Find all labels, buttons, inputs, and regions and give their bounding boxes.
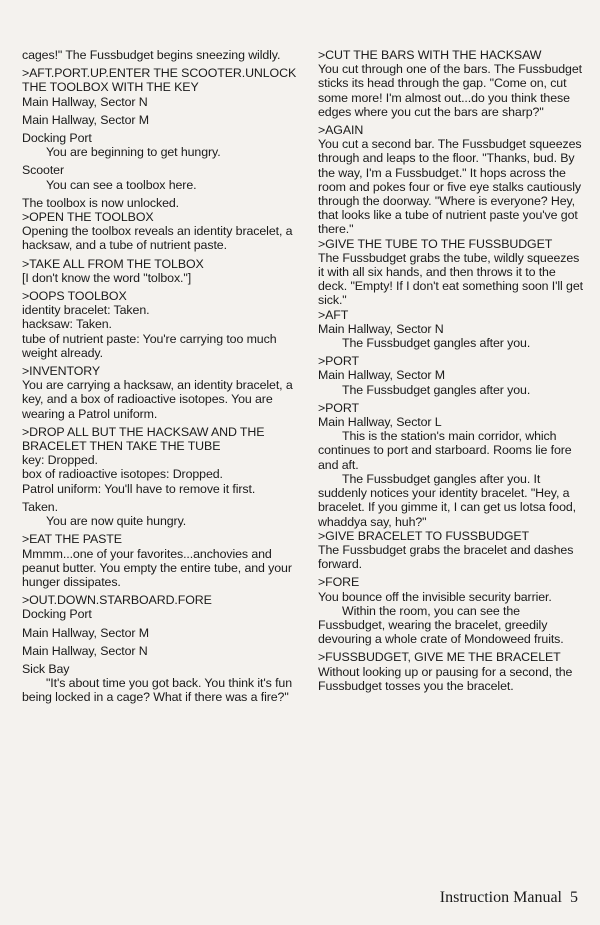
response-paragraph: You are now quite hungry.: [46, 514, 187, 529]
response-paragraph: Main Hallway, Sector L: [318, 415, 442, 430]
response-paragraph: Main Hallway, Sector N: [22, 94, 148, 109]
response-paragraph: You are carrying a hacksaw, an identity bracelet, a key, and a box of radioactive isotopes. You are wearing a Patrol uniform.: [22, 378, 293, 421]
page-footer: [440, 889, 578, 907]
response-paragraph: Opening the toolbox reveals an identity bracelet, a hacksaw, and a tube of nutrient paste.: [22, 224, 293, 253]
response-paragraph: Docking Port: [22, 607, 92, 622]
command-line: >CUT THE BARS WITH THE HACKSAW: [318, 48, 542, 62]
response-paragraph: "It's about time you got back. You think it's fun being locked in a cage? What if there was a fire?": [22, 676, 292, 705]
command-line: >PORT: [318, 400, 359, 415]
response-paragraph: Main Hallway, Sector N: [22, 643, 148, 658]
response-paragraph: Taken.: [22, 499, 58, 514]
response-paragraph: Main Hallway, Sector M: [22, 112, 150, 127]
response-paragraph: You cut through one of the bars. The Fussbudget sticks its head through the gap. "Come on, cut some more! I'm almost out...do you think these edges where you cut the bars are sharp?": [318, 62, 582, 119]
response-paragraph: Main Hallway, Sector M: [318, 368, 446, 383]
response-paragraph: Main Hallway, Sector N: [318, 321, 444, 336]
command-line: >OOPS TOOLBOX: [22, 289, 127, 304]
command-line: >AFT.PORT.UP.ENTER THE SCOOTER.UNLOCK THE TOOLBOX WITH THE KEY: [22, 66, 297, 95]
command-line: >GIVE BRACELET TO FUSSBUDGET: [318, 528, 529, 543]
command-line: >AFT: [318, 307, 349, 322]
response-paragraph: Main Hallway, Sector M: [22, 625, 150, 640]
response-paragraph: The toolbox is now unlocked.: [22, 195, 179, 210]
response-paragraph: You cut a second bar. The Fussbudget squeezes through and leaps to the floor. "Thanks, bud. By the way, I'm a Fussbudget." It hops across the room and pokes four or five eye stalks cautiously through the doorway. "Where is everyone? Hey, that looks like a tube of nutrient paste you've got there.": [318, 137, 582, 237]
command-line: >AGAIN: [318, 123, 364, 138]
response-paragraph: Without looking up or pausing for a second, the Fussbudget tosses you the bracelet.: [318, 664, 573, 693]
response-paragraph: Docking Port: [22, 131, 92, 146]
command-line: >GIVE THE TUBE TO THE FUSSBUDGET: [318, 236, 553, 251]
response-paragraph: You can see a toolbox here.: [46, 177, 197, 192]
response-paragraph: hacksaw: Taken.: [22, 317, 112, 332]
command-line: >FUSSBUDGET, GIVE ME THE BRACELET: [318, 650, 561, 665]
page-number: 5: [570, 889, 578, 906]
command-line: >OUT.DOWN.STARBOARD.FORE: [22, 593, 212, 608]
response-paragraph: You bounce off the invisible security barrier.: [318, 589, 552, 604]
command-line: >DROP ALL BUT THE HACKSAW AND THE BRACELET THEN TAKE THE TUBE: [22, 424, 265, 454]
command-line: >INVENTORY: [22, 364, 101, 379]
response-paragraph: Sick Bay: [22, 661, 70, 676]
command-line: >FORE: [318, 575, 360, 590]
response-paragraph: identity bracelet: Taken.: [22, 303, 150, 318]
command-line: >TAKE ALL FROM THE TOLBOX: [22, 256, 204, 271]
manual-title: Instruction Manual: [439, 889, 562, 906]
left-column: [22, 48, 298, 709]
response-paragraph: Scooter: [22, 163, 65, 178]
response-paragraph: [I don't know the word "tolbox."]: [22, 270, 192, 285]
response-paragraph: tube of nutrient paste: You're carrying too much weight already.: [22, 331, 277, 360]
right-column: [318, 48, 588, 697]
response-paragraph: Mmmm...one of your favorites...anchovies and peanut butter. You empty the entire tube, and your hunger dissipates.: [22, 546, 292, 589]
response-paragraph: This is the station's main corridor, which continues to port and starboard. Rooms lie fore and aft.: [318, 429, 572, 472]
response-paragraph: Patrol uniform: You'll have to remove it first.: [22, 481, 256, 496]
response-paragraph: cages!" The Fussbudget begins sneezing wildly.: [22, 48, 281, 62]
response-paragraph: Within the room, you can see the Fussbudget, wearing the bracelet, greedily devouring a whole crate of Mondoweed fruits.: [318, 603, 564, 647]
response-paragraph: key: Dropped.: [22, 453, 98, 468]
response-paragraph: The Fussbudget grabs the bracelet and dashes forward.: [318, 542, 574, 572]
response-paragraph: The Fussbudget grabs the tube, wildly squeezes it with all six hands, and then throws it to the deck. "Empty! If I don't eat something soon I'll get sick.": [318, 250, 583, 308]
response-paragraph: box of radioactive isotopes: Dropped.: [22, 467, 223, 482]
command-line: >EAT THE PASTE: [22, 532, 122, 547]
response-paragraph: You are beginning to get hungry.: [46, 145, 221, 160]
response-paragraph: The Fussbudget gangles after you. It suddenly notices your identity bracelet. "Hey, a bracelet. If you gimme it, I can get us lotsa food, whaddya say, huh?": [318, 471, 576, 529]
command-line: >PORT: [318, 354, 359, 369]
command-line: >OPEN THE TOOLBOX: [22, 210, 154, 225]
response-paragraph: The Fussbudget gangles after you.: [342, 336, 531, 351]
response-paragraph: The Fussbudget gangles after you.: [342, 382, 531, 397]
